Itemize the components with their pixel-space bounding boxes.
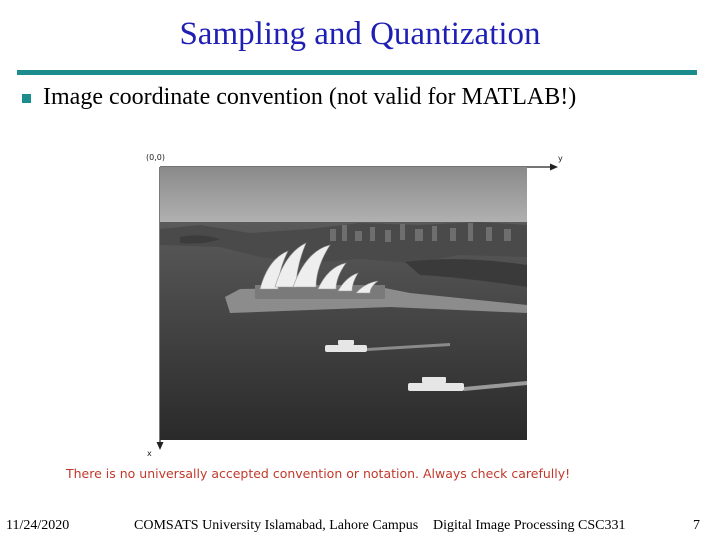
coordinate-figure [140, 145, 580, 465]
origin-label: (0,0) [146, 153, 165, 162]
footer-date: 11/24/2020 [6, 518, 70, 533]
opera-house-photo [160, 167, 527, 440]
slide-title: Sampling and Quantization [179, 16, 541, 52]
footer-course: Digital Image Processing CSC331 [433, 518, 626, 533]
convention-note: There is no universally accepted convention or notation. Always check carefully! [66, 466, 571, 481]
title-divider [17, 70, 697, 75]
y-axis-arrow-icon [550, 164, 558, 171]
page-number: 7 [693, 518, 700, 533]
bullet-item [22, 84, 576, 111]
square-bullet-icon [22, 94, 31, 103]
y-axis-label: y [558, 154, 563, 163]
photo-graphic [160, 167, 527, 440]
bullet-text: Image coordinate convention (not valid for MATLAB!) [43, 84, 577, 110]
x-axis-label: x [147, 449, 152, 458]
footer-institution: COMSATS University Islamabad, Lahore Campus [134, 518, 419, 533]
x-axis-arrow-icon [157, 442, 164, 450]
